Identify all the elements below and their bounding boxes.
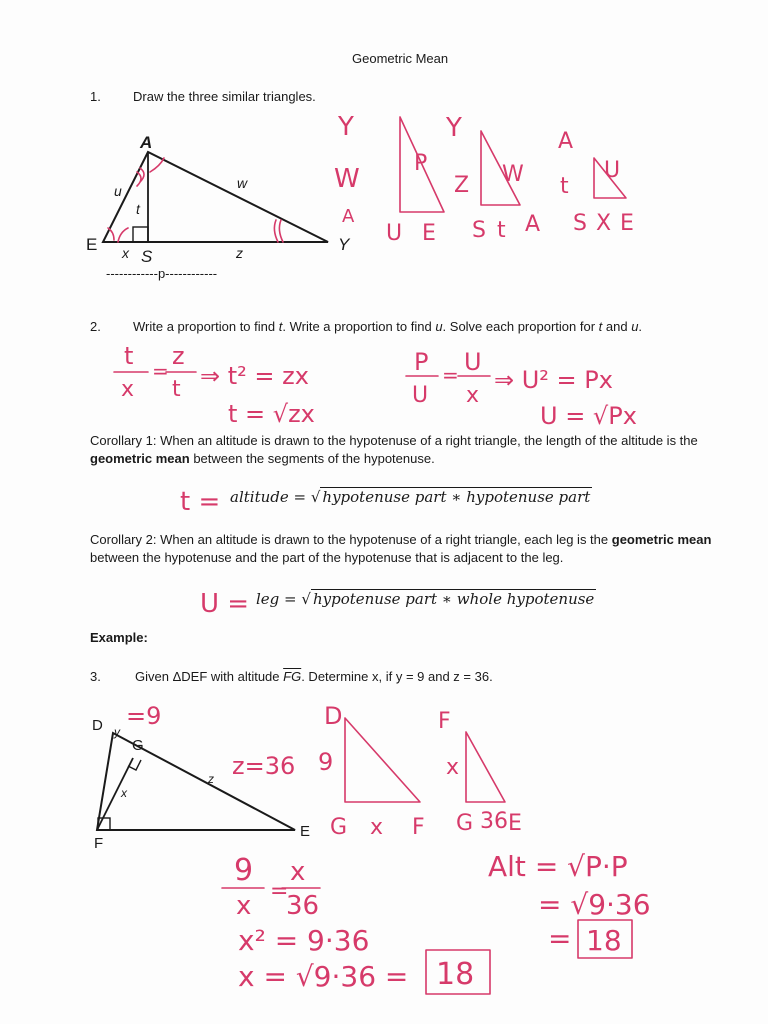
page-title: Geometric Mean bbox=[352, 51, 449, 66]
hw-q3-alt-line1: Alt = √P·P bbox=[488, 850, 628, 883]
hw-q1-t2-bl: S bbox=[472, 218, 486, 243]
hw-q2l-sol: t = √zx bbox=[228, 400, 315, 428]
hw-q1-triangle-2 bbox=[445, 113, 540, 243]
hw-q2l-num1: t bbox=[124, 342, 134, 370]
hw-q3-z: z=36 bbox=[232, 752, 296, 780]
hw-q3-t2-bl: G bbox=[456, 811, 474, 836]
label-x: x bbox=[122, 245, 129, 261]
label-G: G bbox=[132, 737, 144, 754]
hw-q1-triangle-3 bbox=[558, 129, 634, 236]
hw-q3-frac1-num: 9 bbox=[234, 853, 254, 888]
hw-q1-t3-top: A bbox=[558, 129, 574, 154]
corollary-2-text: Corollary 2: When an altitude is drawn to the hypotenuse of a right triangle, each leg is the geometric mean between the hypotenuse and the part of the hypotenuse that is adjacent to the leg. bbox=[90, 532, 712, 565]
hw-q3-answer: 18 bbox=[436, 957, 475, 992]
hw-q1-t3-br: E bbox=[620, 211, 634, 236]
hw-q2r-den2: x bbox=[466, 383, 480, 408]
hw-q3-t2-top: F bbox=[438, 709, 451, 734]
label-w: w bbox=[237, 175, 248, 191]
hw-q2-right bbox=[406, 348, 637, 430]
label-p: ------------p------------ bbox=[106, 266, 218, 281]
q3-number: 3. bbox=[90, 669, 101, 684]
q2-number: 2. bbox=[90, 319, 101, 334]
hw-q3-y: =9 bbox=[126, 702, 162, 730]
hw-q3-t1-top: D bbox=[324, 702, 343, 730]
q2-text: Write a proportion to find t. Write a proportion to find u. Solve each proportion for t and u. bbox=[133, 319, 643, 334]
hw-q3-t2-left: x bbox=[446, 755, 460, 780]
label-Y: Y bbox=[338, 235, 350, 254]
corollary-1-formula: altitude = √ hypotenuse part ∗ hypotenuse part bbox=[230, 488, 591, 506]
hw-equals-sign: = bbox=[270, 879, 289, 904]
hw-equals-sign: = bbox=[152, 359, 169, 383]
label-z2: z bbox=[208, 772, 214, 786]
hw-q2r-den1: U bbox=[412, 383, 429, 408]
hw-q1-t1-right: P bbox=[414, 151, 428, 176]
hw-q3-t1-bm: x bbox=[370, 815, 384, 840]
hw-q3-t1-bl: G bbox=[330, 815, 348, 840]
hw-q1-t1-top: Y bbox=[338, 112, 354, 142]
label-E: E bbox=[86, 235, 98, 254]
label-S: S bbox=[141, 247, 153, 266]
hw-q3-work bbox=[222, 853, 490, 994]
hw-q2r-result: ⇒ U² = Px bbox=[494, 366, 613, 394]
hw-q3-frac2-num: x bbox=[290, 857, 306, 887]
label-z: z bbox=[236, 245, 243, 261]
hw-q3-alt-line3: = bbox=[548, 922, 572, 955]
hw-q1-t1-bl: A bbox=[342, 206, 355, 227]
hw-q3-frac2-den: 36 bbox=[286, 891, 320, 921]
label-t: t bbox=[136, 201, 140, 217]
hw-cor1-prefix: t = bbox=[180, 487, 221, 517]
label-E2: E bbox=[300, 823, 311, 840]
hw-q1-t2-right: W bbox=[502, 162, 524, 187]
hw-q1-t1-br: E bbox=[422, 221, 436, 246]
hw-q3-t2-bm: 36 bbox=[480, 809, 508, 834]
q3-text: Given ΔDEF with altitude $\overline{FG}$. Determine x, if y = 9 and z = 36. bbox=[135, 669, 493, 684]
hw-q3-frac1-den: x bbox=[236, 891, 252, 921]
label-A: A bbox=[140, 133, 153, 152]
label-y: y bbox=[114, 725, 120, 739]
hw-q1-t3-bl: S bbox=[573, 211, 587, 236]
hw-q3-triangle-2 bbox=[438, 709, 522, 836]
label-x2: x bbox=[121, 786, 127, 800]
hw-q3-t2-br: E bbox=[508, 811, 522, 836]
hw-q3-line2: x² = 9·36 bbox=[238, 924, 370, 957]
hw-q1-triangle-1 bbox=[334, 112, 444, 246]
hw-q3-line3: x = √9·36 = bbox=[238, 960, 409, 993]
hw-q1-t2-br: A bbox=[525, 212, 541, 237]
corollary-1-text: Corollary 1: When an altitude is drawn to the hypotenuse of a right triangle, the length of the altitude is the geometric mean between the segments of the hypotenuse. bbox=[90, 433, 698, 466]
hw-q3-t1-br: F bbox=[412, 815, 425, 840]
hw-q1-t3-left: t bbox=[560, 174, 569, 199]
hw-q3-triangle-1 bbox=[318, 702, 425, 840]
hw-q2r-sol: U = √Px bbox=[540, 402, 637, 430]
hw-q1-t2-top: Y bbox=[446, 113, 462, 143]
hw-q1-t2-bm: t bbox=[497, 218, 506, 243]
hw-q2l-result: ⇒ t² = zx bbox=[200, 362, 309, 390]
hw-q3-t1-left: 9 bbox=[318, 748, 334, 776]
hw-q3-alt-answer: 18 bbox=[586, 924, 622, 957]
hw-q3-alt-line2: = √9·36 bbox=[538, 888, 651, 921]
q1-number: 1. bbox=[90, 89, 101, 104]
hw-q1-t1-left: W bbox=[334, 164, 360, 194]
hw-q2l-den1: x bbox=[121, 377, 135, 402]
hw-q1-t1-bm: U bbox=[386, 221, 403, 246]
example-label: Example: bbox=[90, 630, 148, 645]
hw-q1-t3-right: U bbox=[604, 158, 621, 183]
hw-q2-left bbox=[114, 342, 315, 428]
hw-cor2-prefix: U = bbox=[200, 589, 250, 619]
hw-q2l-num2: z bbox=[172, 342, 185, 370]
hw-q2r-num1: P bbox=[414, 348, 429, 376]
label-D: D bbox=[92, 717, 103, 734]
label-F: F bbox=[94, 835, 104, 852]
corollary-2-formula: leg = √ hypotenuse part ∗ whole hypotenuse bbox=[256, 590, 595, 608]
hw-q2l-den2: t bbox=[172, 377, 181, 402]
label-u: u bbox=[114, 183, 122, 199]
hw-equals-sign: = bbox=[442, 363, 459, 387]
hw-q1-t2-left: Z bbox=[454, 173, 470, 198]
hw-q1-t3-bm: X bbox=[596, 211, 612, 236]
q1-text: Draw the three similar triangles. bbox=[133, 89, 316, 104]
hw-q3-alt bbox=[488, 850, 651, 958]
hw-q2r-num2: U bbox=[464, 348, 482, 376]
